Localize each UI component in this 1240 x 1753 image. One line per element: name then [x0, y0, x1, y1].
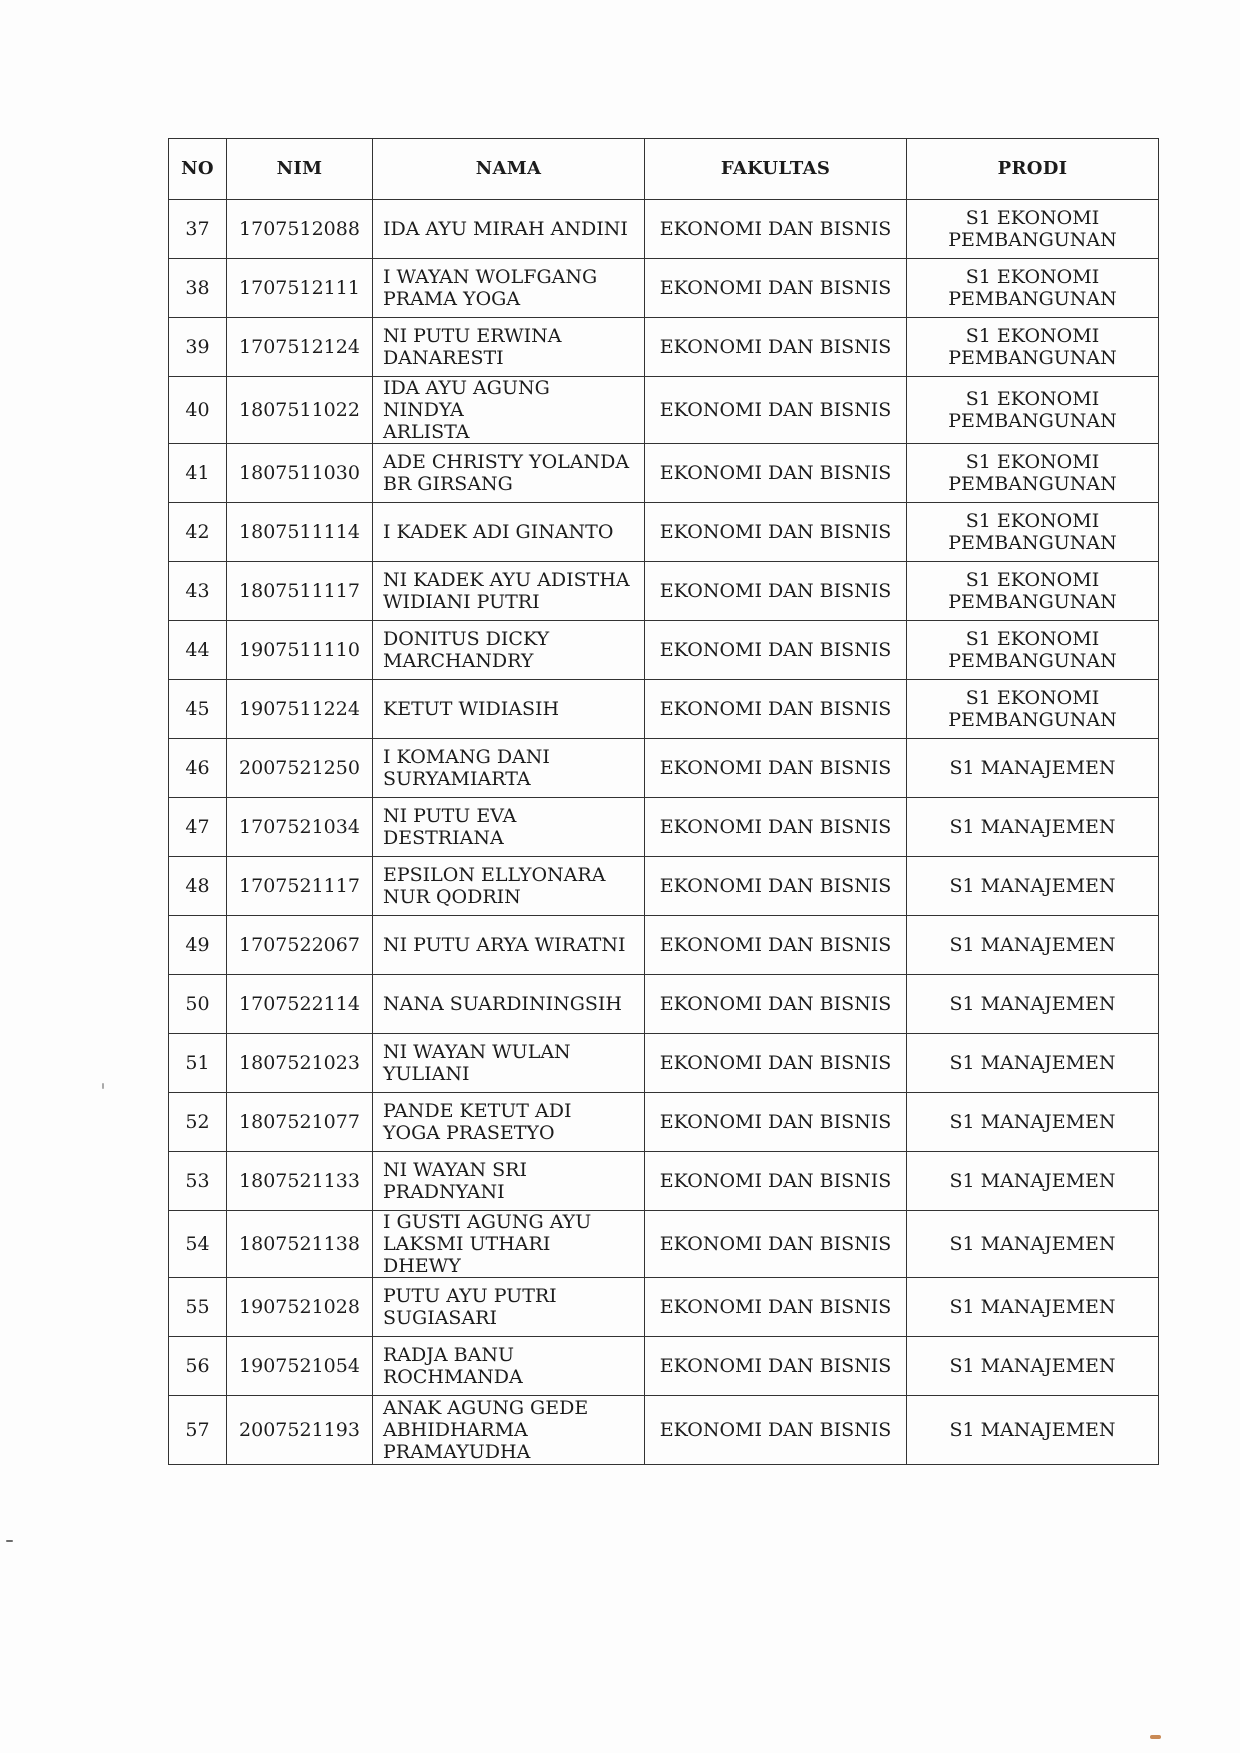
cell-nim: 1707512111 [227, 259, 373, 318]
cell-nama-line: ADE CHRISTY YOLANDA [383, 451, 630, 473]
cell-prodi-line: PEMBANGUNAN [948, 591, 1117, 613]
cell-nama-line: I WAYAN WOLFGANG [383, 266, 598, 288]
cell-prodi [907, 916, 1159, 975]
cell-prodi [907, 200, 1159, 259]
table-row [169, 377, 1159, 444]
table-row [169, 200, 1159, 259]
cell-nim: 1807521138 [227, 1211, 373, 1278]
cell-nim: 1807521077 [227, 1093, 373, 1152]
cell-nama-line: KETUT WIDIASIH [383, 698, 560, 720]
table-row [169, 1093, 1159, 1152]
header-nama: NAMA [373, 139, 645, 200]
cell-no: 41 [169, 444, 227, 503]
header-fakultas: FAKULTAS [645, 139, 907, 200]
cell-prodi-line: PEMBANGUNAN [948, 473, 1117, 495]
table-row [169, 1337, 1159, 1396]
cell-nim: 1707512088 [227, 200, 373, 259]
cell-prodi [907, 377, 1159, 444]
cell-prodi-line: PEMBANGUNAN [948, 650, 1117, 672]
cell-nim: 1907521028 [227, 1278, 373, 1337]
cell-nama [373, 621, 645, 680]
cell-nama-line: DONITUS DICKY [383, 628, 550, 650]
scan-speck [1150, 1735, 1161, 1739]
cell-fakultas: EKONOMI DAN BISNIS [645, 621, 907, 680]
cell-nim: 1807511114 [227, 503, 373, 562]
cell-prodi [907, 259, 1159, 318]
cell-nama-line: IDA AYU AGUNG NINDYA [383, 377, 550, 421]
cell-no: 48 [169, 857, 227, 916]
cell-fakultas: EKONOMI DAN BISNIS [645, 739, 907, 798]
table-row [169, 444, 1159, 503]
table-row [169, 1211, 1159, 1278]
cell-prodi [907, 1211, 1159, 1278]
cell-prodi [907, 680, 1159, 739]
table-row [169, 798, 1159, 857]
table-body [169, 200, 1159, 1465]
cell-nama [373, 562, 645, 621]
cell-nama-line: SURYAMIARTA [383, 768, 531, 790]
cell-nim: 1807511117 [227, 562, 373, 621]
table-row [169, 562, 1159, 621]
cell-nim: 1807521133 [227, 1152, 373, 1211]
table-row [169, 857, 1159, 916]
cell-nim: 2007521193 [227, 1396, 373, 1465]
cell-nama-line: PANDE KETUT ADI [383, 1100, 572, 1122]
cell-fakultas: EKONOMI DAN BISNIS [645, 916, 907, 975]
cell-no: 46 [169, 739, 227, 798]
header-no: NO [169, 139, 227, 200]
cell-nama [373, 1337, 645, 1396]
cell-nim: 1707521117 [227, 857, 373, 916]
table-row [169, 259, 1159, 318]
header-nim: NIM [227, 139, 373, 200]
cell-nama [373, 1211, 645, 1278]
cell-prodi-line: S1 MANAJEMEN [949, 816, 1116, 838]
cell-nim: 1707521034 [227, 798, 373, 857]
cell-nama-line: PRAMAYUDHA [383, 1441, 531, 1463]
cell-prodi-line: S1 MANAJEMEN [949, 875, 1116, 897]
cell-prodi-line: S1 EKONOMI [965, 569, 1100, 591]
cell-nama-line: NI PUTU EVA [383, 805, 517, 827]
cell-nama-line: MARCHANDRY [383, 650, 534, 672]
cell-nama-line: BR GIRSANG [383, 473, 513, 495]
cell-fakultas: EKONOMI DAN BISNIS [645, 318, 907, 377]
cell-nama [373, 798, 645, 857]
cell-prodi-line: S1 MANAJEMEN [949, 757, 1116, 779]
cell-nama-line: EPSILON ELLYONARA [383, 864, 606, 886]
cell-nama [373, 739, 645, 798]
cell-no: 37 [169, 200, 227, 259]
cell-prodi [907, 857, 1159, 916]
cell-nama-line: YULIANI [383, 1063, 470, 1085]
cell-prodi-line: S1 EKONOMI [965, 266, 1100, 288]
cell-nama [373, 1152, 645, 1211]
scan-speck [6, 1540, 13, 1542]
cell-prodi [907, 444, 1159, 503]
cell-fakultas: EKONOMI DAN BISNIS [645, 680, 907, 739]
cell-no: 44 [169, 621, 227, 680]
cell-nim: 1707522114 [227, 975, 373, 1034]
cell-no: 47 [169, 798, 227, 857]
cell-nama-line: LAKSMI UTHARI DHEWY [383, 1233, 551, 1277]
cell-nama [373, 916, 645, 975]
table-row [169, 680, 1159, 739]
cell-no: 38 [169, 259, 227, 318]
header-prodi: PRODI [907, 139, 1159, 200]
cell-no: 43 [169, 562, 227, 621]
cell-prodi-line: S1 EKONOMI [965, 510, 1100, 532]
cell-nama [373, 259, 645, 318]
cell-prodi-line: S1 EKONOMI [965, 687, 1100, 709]
cell-nama-line: PRADNYANI [383, 1181, 505, 1203]
cell-prodi [907, 1093, 1159, 1152]
cell-fakultas: EKONOMI DAN BISNIS [645, 1278, 907, 1337]
cell-prodi [907, 798, 1159, 857]
cell-no: 53 [169, 1152, 227, 1211]
cell-fakultas: EKONOMI DAN BISNIS [645, 1211, 907, 1278]
cell-prodi [907, 1396, 1159, 1465]
cell-nama-line: NI PUTU ERWINA [383, 325, 562, 347]
cell-nama-line: I GUSTI AGUNG AYU [383, 1211, 592, 1233]
cell-nama [373, 1034, 645, 1093]
cell-nama-line: ARLISTA [383, 421, 470, 443]
cell-prodi-line: S1 MANAJEMEN [949, 934, 1116, 956]
cell-no: 56 [169, 1337, 227, 1396]
table-row [169, 1152, 1159, 1211]
cell-prodi-line: PEMBANGUNAN [948, 288, 1117, 310]
cell-nim: 1807511030 [227, 444, 373, 503]
cell-nama-line: NUR QODRIN [383, 886, 521, 908]
cell-prodi [907, 318, 1159, 377]
cell-fakultas: EKONOMI DAN BISNIS [645, 503, 907, 562]
cell-nama-line: ABHIDHARMA [383, 1419, 528, 1441]
cell-prodi [907, 1034, 1159, 1093]
cell-nama-line: RADJA BANU [383, 1344, 514, 1366]
cell-nama-line: YOGA PRASETYO [383, 1122, 555, 1144]
cell-fakultas: EKONOMI DAN BISNIS [645, 562, 907, 621]
cell-no: 39 [169, 318, 227, 377]
cell-prodi-line: S1 EKONOMI [965, 451, 1100, 473]
cell-fakultas: EKONOMI DAN BISNIS [645, 975, 907, 1034]
table-row [169, 975, 1159, 1034]
cell-prodi-line: S1 MANAJEMEN [949, 993, 1116, 1015]
cell-prodi [907, 503, 1159, 562]
cell-fakultas: EKONOMI DAN BISNIS [645, 1337, 907, 1396]
scan-speck [102, 1083, 104, 1089]
cell-nama [373, 1278, 645, 1337]
cell-nama [373, 680, 645, 739]
table-row [169, 739, 1159, 798]
cell-prodi [907, 621, 1159, 680]
cell-prodi-line: PEMBANGUNAN [948, 229, 1117, 251]
cell-prodi [907, 1337, 1159, 1396]
cell-nama-line: PRAMA YOGA [383, 288, 521, 310]
cell-no: 50 [169, 975, 227, 1034]
cell-fakultas: EKONOMI DAN BISNIS [645, 1093, 907, 1152]
cell-prodi-line: S1 EKONOMI [965, 207, 1100, 229]
cell-nama [373, 503, 645, 562]
cell-fakultas: EKONOMI DAN BISNIS [645, 444, 907, 503]
cell-nama [373, 1396, 645, 1465]
cell-fakultas: EKONOMI DAN BISNIS [645, 798, 907, 857]
cell-nama-line: NI KADEK AYU ADISTHA [383, 569, 630, 591]
table-row [169, 1278, 1159, 1337]
cell-no: 57 [169, 1396, 227, 1465]
cell-fakultas: EKONOMI DAN BISNIS [645, 377, 907, 444]
cell-nama-line: I KADEK ADI GINANTO [383, 521, 614, 543]
cell-no: 55 [169, 1278, 227, 1337]
cell-fakultas: EKONOMI DAN BISNIS [645, 1396, 907, 1465]
cell-prodi-line: S1 MANAJEMEN [949, 1296, 1116, 1318]
cell-prodi-line: S1 MANAJEMEN [949, 1233, 1116, 1255]
cell-prodi-line: PEMBANGUNAN [948, 347, 1117, 369]
cell-prodi-line: S1 MANAJEMEN [949, 1052, 1116, 1074]
cell-nama-line: NANA SUARDININGSIH [383, 993, 622, 1015]
table-row [169, 1034, 1159, 1093]
cell-nim: 1807521023 [227, 1034, 373, 1093]
cell-nama-line: DANARESTI [383, 347, 504, 369]
cell-fakultas: EKONOMI DAN BISNIS [645, 1034, 907, 1093]
cell-no: 51 [169, 1034, 227, 1093]
cell-fakultas: EKONOMI DAN BISNIS [645, 857, 907, 916]
table-row [169, 318, 1159, 377]
table-row [169, 503, 1159, 562]
cell-nim: 1807511022 [227, 377, 373, 444]
cell-nama [373, 377, 645, 444]
cell-nama [373, 444, 645, 503]
table-row [169, 1396, 1159, 1465]
cell-nim: 1907511224 [227, 680, 373, 739]
cell-nama-line: ROCHMANDA [383, 1366, 523, 1388]
cell-prodi [907, 1152, 1159, 1211]
cell-nama-line: IDA AYU MIRAH ANDINI [383, 218, 628, 240]
cell-nama [373, 200, 645, 259]
table-row [169, 621, 1159, 680]
cell-nama-line: PUTU AYU PUTRI [383, 1285, 557, 1307]
cell-prodi-line: PEMBANGUNAN [948, 410, 1117, 432]
cell-nim: 2007521250 [227, 739, 373, 798]
cell-fakultas: EKONOMI DAN BISNIS [645, 200, 907, 259]
cell-nim: 1707522067 [227, 916, 373, 975]
cell-no: 42 [169, 503, 227, 562]
cell-prodi [907, 975, 1159, 1034]
cell-nim: 1907511110 [227, 621, 373, 680]
cell-prodi [907, 739, 1159, 798]
cell-nama-line: NI PUTU ARYA WIRATNI [383, 934, 626, 956]
cell-nama [373, 857, 645, 916]
cell-nama-line: DESTRIANA [383, 827, 504, 849]
cell-no: 52 [169, 1093, 227, 1152]
cell-nim: 1907521054 [227, 1337, 373, 1396]
cell-prodi-line: S1 MANAJEMEN [949, 1111, 1116, 1133]
cell-nama [373, 318, 645, 377]
cell-nama [373, 1093, 645, 1152]
cell-prodi-line: S1 EKONOMI [965, 388, 1100, 410]
cell-nama-line: SUGIASARI [383, 1307, 497, 1329]
cell-nama-line: WIDIANI PUTRI [383, 591, 540, 613]
cell-prodi-line: S1 MANAJEMEN [949, 1170, 1116, 1192]
cell-prodi-line: PEMBANGUNAN [948, 532, 1117, 554]
cell-no: 49 [169, 916, 227, 975]
cell-fakultas: EKONOMI DAN BISNIS [645, 1152, 907, 1211]
cell-prodi [907, 1278, 1159, 1337]
cell-prodi [907, 562, 1159, 621]
cell-prodi-line: S1 EKONOMI [965, 628, 1100, 650]
cell-prodi-line: PEMBANGUNAN [948, 709, 1117, 731]
cell-no: 40 [169, 377, 227, 444]
cell-nama-line: I KOMANG DANI [383, 746, 550, 768]
cell-nim: 1707512124 [227, 318, 373, 377]
cell-nama-line: NI WAYAN SRI [383, 1159, 527, 1181]
table-row [169, 916, 1159, 975]
cell-nama-line: ANAK AGUNG GEDE [383, 1397, 589, 1419]
cell-prodi-line: S1 MANAJEMEN [949, 1419, 1116, 1441]
cell-fakultas: EKONOMI DAN BISNIS [645, 259, 907, 318]
cell-no: 54 [169, 1211, 227, 1278]
cell-nama [373, 975, 645, 1034]
table-header-row [169, 139, 1159, 200]
student-table [168, 138, 1159, 1465]
cell-prodi-line: S1 EKONOMI [965, 325, 1100, 347]
cell-no: 45 [169, 680, 227, 739]
cell-prodi-line: S1 MANAJEMEN [949, 1355, 1116, 1377]
cell-nama-line: NI WAYAN WULAN [383, 1041, 571, 1063]
